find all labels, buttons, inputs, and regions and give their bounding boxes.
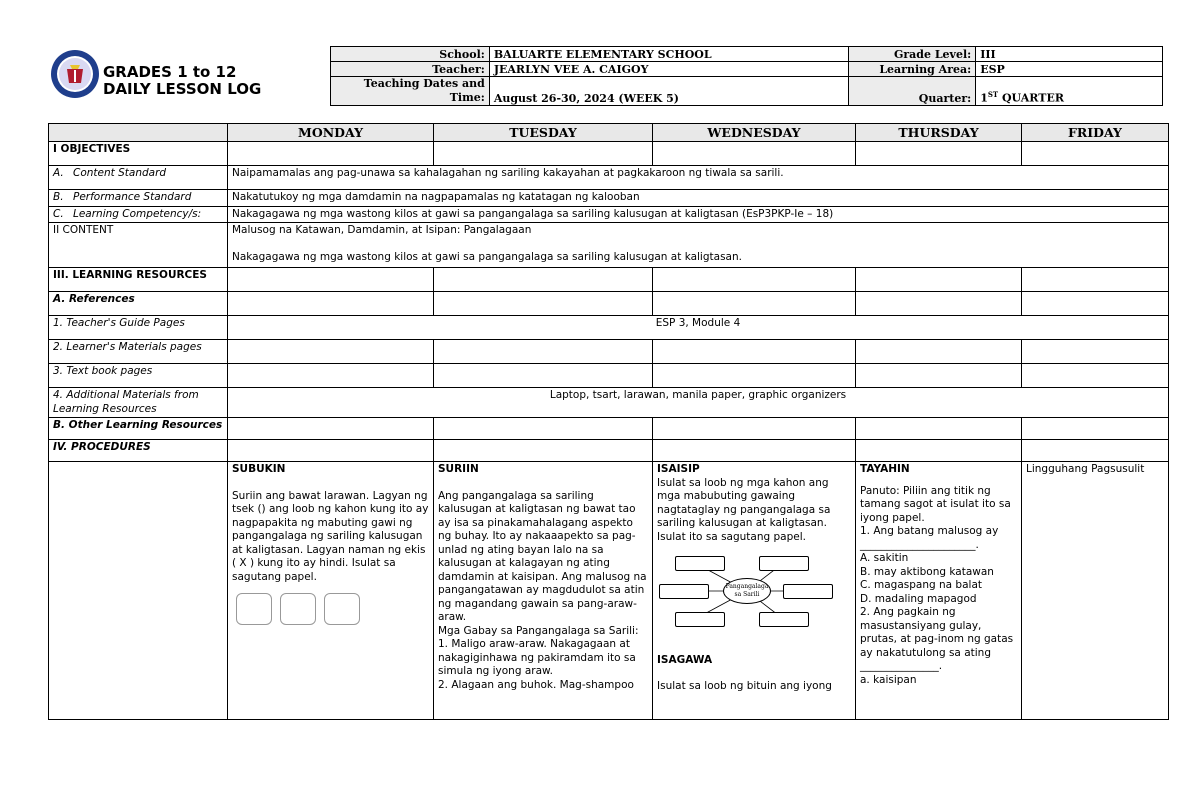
learners-materials-label: 2. Learner's Materials pages	[49, 340, 228, 364]
competency-label: C. Learning Competency/s:	[49, 206, 228, 223]
procedures-label: IV. PROCEDURES	[49, 440, 228, 462]
child-picture-icon	[324, 593, 360, 625]
monday-procedure	[228, 462, 434, 720]
deped-seal-logo	[50, 49, 100, 99]
school-label: School:	[331, 47, 490, 62]
performance-standard-value: Nakatutukoy ng mga damdamin na nagpapamalas ng katatagan ng kalooban	[228, 190, 1169, 207]
additional-materials-value: Laptop, tsart, larawan, manila paper, graphic organizers	[228, 388, 1169, 418]
quarter-value: 1ST QUARTER	[976, 77, 1163, 106]
suriin-text: Ang pangangalaga sa sariling kalusugan at kaligtasan ng bawat tao ay isa sa pinakamahalagang aspekto ng buhay. Ito ay nakaaapekto sa pag-unlad ng ating bayan lalo na sa kalusugan at kalagayan ng ating damdamin at kaisipan. Ang malusog na pangangatawan ay magdudulot sa atin ng magandang gawain sa pang-araw-araw. Mga Gabay sa Pangangalaga sa Sarili: 1. Maligo araw-araw. Nakagagaan at nakagiginhawa ng pakiramdam ito sa simula ng iyong araw. 2. Alagaan ang buhok. Mag-shampoo	[438, 489, 647, 691]
header-info-table	[330, 46, 1163, 106]
procedures-blank-cell	[49, 462, 228, 720]
objectives-label: I OBJECTIVES	[49, 142, 228, 166]
other-resources-label: B. Other Learning Resources	[49, 418, 228, 440]
day-header-row	[49, 124, 1169, 142]
tayahin-text: Panuto: Piliin ang titik ng tamang sagot at isulat ito sa iyong papel. 1. Ang batang malusog ay ______________________. A. sakitin B. may aktibong katawan C. magaspang na balat D. madaling mapagod 2. Ang pagkain ng masustansiyang gulay, prutas, at pag-inom ng gatas ay nakatutulong sa ating _______________. a. kaisipan	[860, 484, 1014, 686]
activity-pictures	[232, 592, 402, 631]
text-book-label: 3. Text book pages	[49, 364, 228, 388]
content-standard-value: Naipamamalas ang pag-unawa sa kahalagahan ng sariling kakayahan at pagkakaroon ng tiwala sa sarili.	[228, 166, 1169, 190]
title-line-1: GRADES 1 to 12	[103, 63, 237, 81]
child-picture-icon	[236, 593, 272, 625]
isaisip-title: ISAISIP	[657, 463, 700, 475]
teaching-dates-label: Teaching Dates and Time:	[331, 77, 490, 106]
isagawa-title: ISAGAWA	[657, 654, 713, 666]
graphic-organizer	[657, 554, 837, 632]
isagawa-text: Isulat sa loob ng bituin ang iyong	[657, 679, 832, 692]
day-header-thursday: THURSDAY	[856, 124, 1022, 142]
tuesday-procedure	[434, 462, 653, 720]
content-standard-label: A. Content Standard	[49, 166, 228, 190]
child-picture-icon	[280, 593, 316, 625]
suriin-title: SURIIN	[438, 463, 479, 475]
performance-standard-label: B. Performance Standard	[49, 190, 228, 207]
learning-area-value: ESP	[976, 62, 1163, 77]
competency-value: Nakagagawa ng mga wastong kilos at gawi sa pangangalaga sa sariling kalusugan at kaligtasan (EsP3PKP-Ie – 18)	[228, 206, 1169, 223]
teachers-guide-value: ESP 3, Module 4	[228, 316, 1169, 340]
friday-text: Lingguhang Pagsusulit	[1026, 463, 1145, 475]
organizer-box	[659, 584, 709, 599]
friday-procedure	[1022, 462, 1169, 720]
teacher-value: JEARLYN VEE A. CAIGOY	[489, 62, 849, 77]
lesson-log-table	[48, 123, 1169, 720]
day-header-blank	[49, 124, 228, 142]
organizer-box	[675, 612, 725, 627]
school-value: BALUARTE ELEMENTARY SCHOOL	[489, 47, 849, 62]
subukin-title: SUBUKIN	[232, 463, 286, 475]
organizer-hub: Pangangalaga sa Sarili	[723, 578, 771, 604]
learning-resources-label: III. LEARNING RESOURCES	[49, 268, 228, 292]
additional-materials-label: 4. Additional Materials from Learning Resources	[49, 388, 228, 418]
content-label: II CONTENT	[49, 223, 228, 268]
isaisip-text: Isulat sa loob ng mga kahon ang mga mabubuting gawaing nagtataglay ng pangangalaga sa sariling kalusugan at kaligtasan. Isulat ito sa sagutang papel.	[657, 476, 831, 543]
day-header-monday: MONDAY	[228, 124, 434, 142]
organizer-box	[675, 556, 725, 571]
organizer-box	[759, 612, 809, 627]
thursday-procedure	[856, 462, 1022, 720]
organizer-box	[783, 584, 833, 599]
day-header-wednesday: WEDNESDAY	[653, 124, 856, 142]
references-label: A. References	[49, 292, 228, 316]
teaching-dates-value: August 26-30, 2024 (WEEK 5)	[489, 77, 849, 106]
grade-level-value: III	[976, 47, 1163, 62]
teacher-label: Teacher:	[331, 62, 490, 77]
wednesday-procedure	[653, 462, 856, 720]
title-line-2: DAILY LESSON LOG	[103, 80, 262, 98]
document-title	[103, 64, 261, 98]
learning-area-label: Learning Area:	[849, 62, 976, 77]
day-header-friday: FRIDAY	[1022, 124, 1169, 142]
content-value: Malusog na Katawan, Damdamin, at Isipan: Pangalagaan Nakagagawa ng mga wastong kilos at gawi sa pangangalaga sa sariling kalusugan at kaligtasan.	[228, 223, 1169, 268]
subukin-text: Suriin ang bawat larawan. Lagyan ng tsek () ang loob ng kahon kung ito ay nagpapakita ng mabuting gawi ng pangangalaga ng sariling kalusugan at kaligtasan. Lagyan naman ng ekis ( X ) kung ito ay hindi. Isulat sa sagutang papel.	[232, 489, 429, 583]
tayahin-title: TAYAHIN	[860, 463, 910, 475]
day-header-tuesday: TUESDAY	[434, 124, 653, 142]
organizer-box	[759, 556, 809, 571]
teachers-guide-label: 1. Teacher's Guide Pages	[49, 316, 228, 340]
quarter-label: Quarter:	[849, 77, 976, 106]
grade-level-label: Grade Level:	[849, 47, 976, 62]
